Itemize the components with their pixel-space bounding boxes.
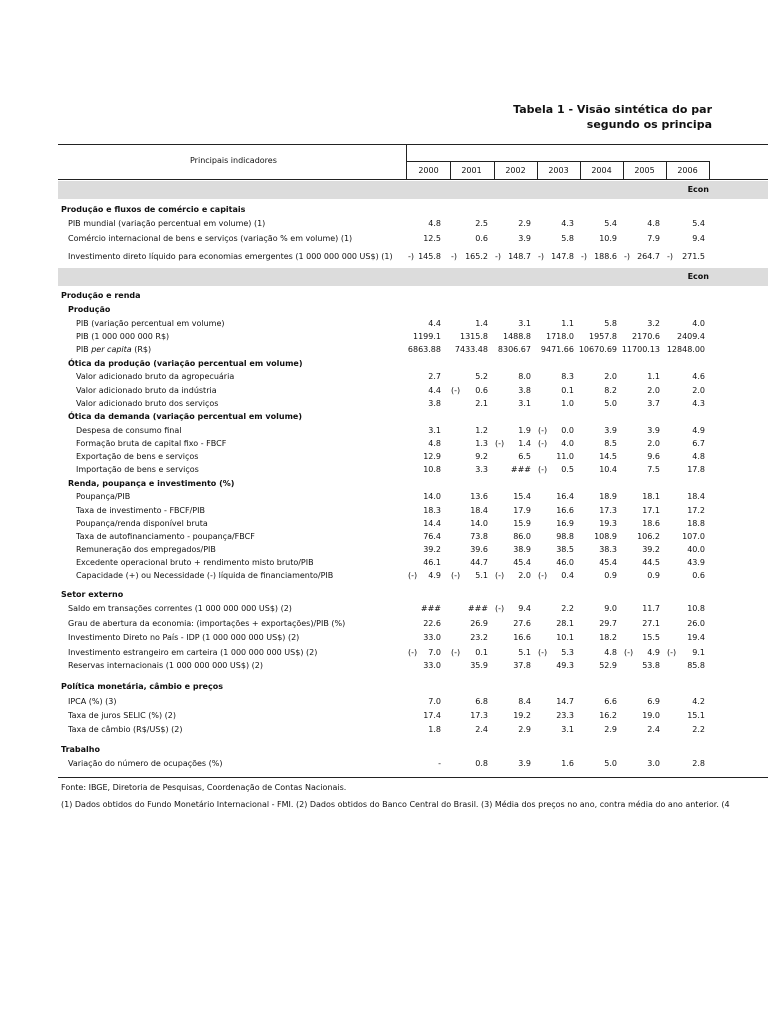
table-cell-2001: ### <box>467 604 488 613</box>
economy-band-2 <box>58 268 768 286</box>
table-cell-2002: 1.9 <box>518 426 531 435</box>
subsection-heading: Produção <box>68 305 111 314</box>
table-cell-2006: 19.4 <box>687 633 705 642</box>
table-cell-2003: 4.0 <box>561 439 574 448</box>
negative-marker: (-) <box>538 426 548 435</box>
table-cell-2003: 0.4 <box>561 571 574 580</box>
table-cell-2004: 29.7 <box>599 619 617 628</box>
table-cell-2000: 4.4 <box>428 386 441 395</box>
table-cell-2003: 4.3 <box>561 219 574 228</box>
table-cell-2006: 4.2 <box>692 697 705 706</box>
table-cell-2001: 35.9 <box>470 661 488 670</box>
row-label: Comércio internacional de bens e serviços (variação % em volume) (1) <box>68 234 353 243</box>
table-cell-2000: 7.0 <box>428 648 441 657</box>
table-cell-2002: 2.9 <box>518 219 531 228</box>
table-cell-2006: 15.1 <box>687 711 705 720</box>
table-cell-2001: 2.5 <box>475 219 488 228</box>
table-cell-2002: 8.4 <box>518 697 531 706</box>
table-title: Tabela 1 - Visão sintética do par <box>513 103 712 116</box>
table-cell-2001: 9.2 <box>475 452 488 461</box>
table-cell-2002: 3.9 <box>518 759 531 768</box>
table-cell-2005: 6.9 <box>647 697 660 706</box>
table-cell-2001: 5.1 <box>475 571 488 580</box>
table-cell-2000: 18.3 <box>423 506 441 515</box>
table-cell-2006: 0.6 <box>692 571 705 580</box>
table-cell-2003: 147.8 <box>551 252 574 261</box>
table-cell-2002: 8306.67 <box>497 345 531 354</box>
row-label: Poupança/PIB <box>76 492 131 501</box>
table-cell-2003: 98.8 <box>556 532 574 541</box>
table-cell-2005: 3.7 <box>647 399 660 408</box>
table-cell-2000: 4.9 <box>428 571 441 580</box>
table-cell-2004: 5.0 <box>604 759 617 768</box>
table-cell-2001: 23.2 <box>470 633 488 642</box>
table-cell-2000: 3.1 <box>428 426 441 435</box>
negative-marker: (-) <box>451 571 461 580</box>
table-cell-2003: 8.3 <box>561 372 574 381</box>
table-cell-2006: 40.0 <box>687 545 705 554</box>
row-label: Importação de bens e serviços <box>76 465 199 474</box>
header-mid-rule <box>406 161 709 162</box>
row-label: Formação bruta de capital fixo - FBCF <box>76 439 227 448</box>
table-cell-2001: 1.2 <box>475 426 488 435</box>
footnotes: (1) Dados obtidos do Fundo Monetário Internacional - FMI. (2) Dados obtidos do Banco Central do Brasil. (3) Média dos preços no ano, contra média do ano anterior. (4 <box>61 800 730 809</box>
negative-marker: (-) <box>538 571 548 580</box>
negative-marker: (-) <box>538 648 548 657</box>
table-cell-2002: 17.9 <box>513 506 531 515</box>
source-note: Fonte: IBGE, Diretoria de Pesquisas, Coordenação de Contas Nacionais. <box>61 783 347 792</box>
table-cell-2006: 85.8 <box>687 661 705 670</box>
table-cell-2002: 19.2 <box>513 711 531 720</box>
negative-marker: (-) <box>624 648 634 657</box>
table-cell-2002: 9.4 <box>518 604 531 613</box>
table-cell-2000: 17.4 <box>423 711 441 720</box>
table-cell-2002: 1.4 <box>518 439 531 448</box>
table-cell-2002: 148.7 <box>508 252 531 261</box>
table-cell-2003: 1718.0 <box>546 332 574 341</box>
row-label-tail: (R$) <box>131 345 152 354</box>
table-cell-2006: 2.2 <box>692 725 705 734</box>
table-cell-2005: 7.5 <box>647 465 660 474</box>
table-cell-2005: 7.9 <box>647 234 660 243</box>
negative-marker: (-) <box>495 571 505 580</box>
table-cell-2006: 271.5 <box>682 252 705 261</box>
table-cell-2000: 22.6 <box>423 619 441 628</box>
table-cell-2003: 16.4 <box>556 492 574 501</box>
negative-marker: (-) <box>451 386 461 395</box>
table-cell-2002: 8.0 <box>518 372 531 381</box>
table-cell-2000: 4.8 <box>428 219 441 228</box>
table-cell-2004: 38.3 <box>599 545 617 554</box>
economy-band-2-label: Econ <box>687 272 709 281</box>
table-cell-2004: 19.3 <box>599 519 617 528</box>
table-cell-2004: 10.4 <box>599 465 617 474</box>
year-divider <box>623 161 624 179</box>
table-cell-2003: 5.8 <box>561 234 574 243</box>
table-cell-2001: 0.8 <box>475 759 488 768</box>
table-cell-2001: 3.3 <box>475 465 488 474</box>
row-label: Taxa de câmbio (R$/US$) (2) <box>68 725 183 734</box>
table-cell-2005: 3.2 <box>647 319 660 328</box>
table-cell-2004: 3.9 <box>604 426 617 435</box>
section-heading: Produção e renda <box>61 291 141 300</box>
row-label: Exportação de bens e serviços <box>76 452 199 461</box>
table-cell-2005: 2.4 <box>647 725 660 734</box>
subsection-heading: Ótica da demanda (variação percentual em volume) <box>68 412 302 421</box>
table-cell-2002: 27.6 <box>513 619 531 628</box>
year-divider <box>666 161 667 179</box>
table-cell-2002: 15.9 <box>513 519 531 528</box>
economy-band-1 <box>58 181 768 199</box>
negative-marker: -) <box>538 252 545 261</box>
table-cell-2001: 0.6 <box>475 234 488 243</box>
table-cell-2000: 2.7 <box>428 372 441 381</box>
table-cell-2005: 2.0 <box>647 386 660 395</box>
table-cell-2001: 1.4 <box>475 319 488 328</box>
table-cell-2001: 17.3 <box>470 711 488 720</box>
year-header-2001: 2001 <box>461 166 482 175</box>
row-label: PIB mundial (variação percentual em volume) (1) <box>68 219 266 228</box>
table-cell-2005: 15.5 <box>642 633 660 642</box>
table-cell-2003: 16.6 <box>556 506 574 515</box>
table-cell-2005: 18.1 <box>642 492 660 501</box>
table-cell-2002: 2.0 <box>518 571 531 580</box>
table-subtitle: segundo os principa <box>586 118 712 131</box>
year-divider <box>494 161 495 179</box>
subsection-heading: Ótica da produção (variação percentual em volume) <box>68 359 303 368</box>
table-cell-2005: 2170.6 <box>632 332 660 341</box>
table-cell-2001: 6.8 <box>475 697 488 706</box>
year-header-2005: 2005 <box>634 166 655 175</box>
table-cell-2000: 14.0 <box>423 492 441 501</box>
table-cell-2000: 1.8 <box>428 725 441 734</box>
section-heading: Produção e fluxos de comércio e capitais <box>61 205 246 214</box>
negative-marker: (-) <box>495 604 505 613</box>
table-cell-2006: 9.1 <box>692 648 705 657</box>
table-cell-2001: 5.2 <box>475 372 488 381</box>
table-cell-2003: 38.5 <box>556 545 574 554</box>
year-header-2006: 2006 <box>677 166 698 175</box>
table-cell-2001: 1315.8 <box>460 332 488 341</box>
table-cell-2001: 44.7 <box>470 558 488 567</box>
table-cell-2003: 11.0 <box>556 452 574 461</box>
table-cell-2002: 2.9 <box>518 725 531 734</box>
negative-marker: -) <box>624 252 631 261</box>
table-cell-2000: 7.0 <box>428 697 441 706</box>
table-cell-2005: 3.0 <box>647 759 660 768</box>
table-cell-2002: 3.1 <box>518 399 531 408</box>
table-cell-2000: 76.4 <box>423 532 441 541</box>
table-cell-2001: 0.1 <box>475 648 488 657</box>
table-cell-2006: 4.6 <box>692 372 705 381</box>
table-cell-2000: 3.8 <box>428 399 441 408</box>
table-cell-2001: 18.4 <box>470 506 488 515</box>
year-header-2004: 2004 <box>591 166 612 175</box>
table-cell-2002: 86.0 <box>513 532 531 541</box>
table-cell-2003: 0.5 <box>561 465 574 474</box>
table-cell-2005: 9.6 <box>647 452 660 461</box>
table-cell-2003: 46.0 <box>556 558 574 567</box>
table-cell-2000: 12.5 <box>423 234 441 243</box>
row-label: Saldo em transações correntes (1 000 000 000 US$) (2) <box>68 604 292 613</box>
table-cell-2002: 38.9 <box>513 545 531 554</box>
row-label-italic: per capita <box>91 345 132 354</box>
row-label: Variação do número de ocupações (%) <box>68 759 223 768</box>
table-cell-2000: 14.4 <box>423 519 441 528</box>
table-cell-2006: 4.3 <box>692 399 705 408</box>
table-cell-2004: 108.9 <box>594 532 617 541</box>
table-cell-2004: 2.9 <box>604 725 617 734</box>
row-label: Reservas internacionais (1 000 000 000 US$) (2) <box>68 661 263 670</box>
table-cell-2000: 33.0 <box>423 633 441 642</box>
table-cell-2005: 44.5 <box>642 558 660 567</box>
year-divider <box>450 161 451 179</box>
table-cell-2005: 27.1 <box>642 619 660 628</box>
table-cell-2005: 19.0 <box>642 711 660 720</box>
table-cell-2005: 39.2 <box>642 545 660 554</box>
row-label: Excedente operacional bruto + rendimento misto bruto/PIB <box>76 558 314 567</box>
table-cell-2001: 7433.48 <box>454 345 488 354</box>
negative-marker: -) <box>495 252 502 261</box>
table-cell-2004: 5.8 <box>604 319 617 328</box>
negative-marker: (-) <box>495 439 505 448</box>
table-cell-2003: 3.1 <box>561 725 574 734</box>
table-cell-2006: 17.8 <box>687 465 705 474</box>
table-cell-2006: 9.4 <box>692 234 705 243</box>
table-cell-2004: 8.5 <box>604 439 617 448</box>
table-cell-2004: 1957.8 <box>589 332 617 341</box>
negative-marker: (-) <box>408 571 418 580</box>
table-cell-2006: 107.0 <box>682 532 705 541</box>
table-cell-2006: 10.8 <box>687 604 705 613</box>
row-label: Taxa de investimento - FBCF/PIB <box>76 506 205 515</box>
table-cell-2006: 4.8 <box>692 452 705 461</box>
table-cell-2003: 9471.66 <box>540 345 574 354</box>
table-cell-2000: ### <box>420 604 441 613</box>
negative-marker: (-) <box>538 465 548 474</box>
table-cell-2004: 14.5 <box>599 452 617 461</box>
table-cell-2000: 6863.88 <box>407 345 441 354</box>
table-cell-2002: 45.4 <box>513 558 531 567</box>
table-cell-2006: 18.8 <box>687 519 705 528</box>
table-cell-2003: 0.0 <box>561 426 574 435</box>
table-cell-2002: 5.1 <box>518 648 531 657</box>
table-cell-2006: 2409.4 <box>677 332 705 341</box>
table-cell-2001: 26.9 <box>470 619 488 628</box>
table-cell-2004: 2.0 <box>604 372 617 381</box>
header-top-rule <box>58 144 768 145</box>
table-cell-2003: 49.3 <box>556 661 574 670</box>
negative-marker: (-) <box>451 648 461 657</box>
table-cell-2005: 2.0 <box>647 439 660 448</box>
table-cell-2005: 53.8 <box>642 661 660 670</box>
table-cell-2006: 17.2 <box>687 506 705 515</box>
table-cell-2005: 4.8 <box>647 219 660 228</box>
table-cell-2004: 0.9 <box>604 571 617 580</box>
table-cell-2005: 1.1 <box>647 372 660 381</box>
table-cell-2006: 2.0 <box>692 386 705 395</box>
table-cell-2002: 3.8 <box>518 386 531 395</box>
row-label: Poupança/renda disponível bruta <box>76 519 208 528</box>
economy-band-1-label: Econ <box>687 185 709 194</box>
table-cell-2000: 12.9 <box>423 452 441 461</box>
section-heading: Política monetária, câmbio e preços <box>61 682 223 691</box>
table-cell-2002: 15.4 <box>513 492 531 501</box>
table-cell-2004: 4.8 <box>604 648 617 657</box>
table-cell-2000: 4.4 <box>428 319 441 328</box>
table-cell-2003: 28.1 <box>556 619 574 628</box>
row-label: Investimento estrangeiro em carteira (1 000 000 000 US$) (2) <box>68 648 318 657</box>
table-cell-2002: 3.1 <box>518 319 531 328</box>
row-label: Investimento Direto no País - IDP (1 000 000 000 US$) (2) <box>68 633 300 642</box>
table-cell-2000: 46.1 <box>423 558 441 567</box>
table-cell-2004: 8.2 <box>604 386 617 395</box>
negative-marker: -) <box>451 252 458 261</box>
table-cell-2003: 1.1 <box>561 319 574 328</box>
table-cell-2004: 45.4 <box>599 558 617 567</box>
table-cell-2003: 0.1 <box>561 386 574 395</box>
table-cell-2004: 6.6 <box>604 697 617 706</box>
table-cell-2002: 37.8 <box>513 661 531 670</box>
year-header-2003: 2003 <box>548 166 569 175</box>
row-label: PIB (variação percentual em volume) <box>76 319 225 328</box>
table-cell-2004: 16.2 <box>599 711 617 720</box>
table-cell-2005: 17.1 <box>642 506 660 515</box>
row-label: Valor adicionado bruto da indústria <box>76 386 217 395</box>
row-label: Taxa de juros SELIC (%) (2) <box>68 711 176 720</box>
table-cell-2003: 14.7 <box>556 697 574 706</box>
table-cell-2005: 4.9 <box>647 648 660 657</box>
table-cell-2000: - <box>438 759 441 768</box>
table-cell-2003: 10.1 <box>556 633 574 642</box>
table-cell-2000: 39.2 <box>423 545 441 554</box>
year-header-2000: 2000 <box>418 166 439 175</box>
subsection-heading: Renda, poupança e investimento (%) <box>68 479 235 488</box>
row-label: IPCA (%) (3) <box>68 697 117 706</box>
row-label <box>76 345 151 354</box>
negative-marker: (-) <box>538 439 548 448</box>
table-cell-2003: 1.0 <box>561 399 574 408</box>
header-bottom-rule <box>58 179 768 180</box>
table-cell-2005: 18.6 <box>642 519 660 528</box>
row-label: Valor adicionado bruto dos serviços <box>76 399 219 408</box>
table-cell-2001: 73.8 <box>470 532 488 541</box>
table-cell-2001: 0.6 <box>475 386 488 395</box>
row-label: Despesa de consumo final <box>76 426 182 435</box>
row-label: PIB (1 000 000 000 R$) <box>76 332 170 341</box>
table-cell-2005: 0.9 <box>647 571 660 580</box>
table-cell-2005: 106.2 <box>637 532 660 541</box>
table-cell-2003: 23.3 <box>556 711 574 720</box>
table-cell-2000: 145.8 <box>418 252 441 261</box>
table-cell-2004: 5.0 <box>604 399 617 408</box>
row-label: Taxa de autofinanciamento - poupança/FBCF <box>76 532 255 541</box>
table-cell-2006: 26.0 <box>687 619 705 628</box>
section-heading: Setor externo <box>61 590 124 599</box>
row-label: Valor adicionado bruto da agropecuária <box>76 372 235 381</box>
table-cell-2005: 11.7 <box>642 604 660 613</box>
table-cell-2001: 1.3 <box>475 439 488 448</box>
table-cell-2000: 10.8 <box>423 465 441 474</box>
table-cell-2003: 2.2 <box>561 604 574 613</box>
table-cell-2002: ### <box>510 465 531 474</box>
table-cell-2005: 3.9 <box>647 426 660 435</box>
table-cell-2006: 5.4 <box>692 219 705 228</box>
table-cell-2004: 9.0 <box>604 604 617 613</box>
table-cell-2004: 18.9 <box>599 492 617 501</box>
table-cell-2006: 4.9 <box>692 426 705 435</box>
row-label: Grau de abertura da economia: (importações + exportações)/PIB (%) <box>68 619 346 628</box>
row-label: Investimento direto líquido para economias emergentes (1 000 000 000 US$) (1) <box>68 252 393 261</box>
table-cell-2002: 1488.8 <box>503 332 531 341</box>
negative-marker: -) <box>408 252 415 261</box>
table-cell-2006: 12848.00 <box>666 345 705 354</box>
table-cell-2004: 5.4 <box>604 219 617 228</box>
table-cell-2006: 4.0 <box>692 319 705 328</box>
table-cell-2002: 3.9 <box>518 234 531 243</box>
table-cell-2004: 52.9 <box>599 661 617 670</box>
negative-marker: (-) <box>408 648 418 657</box>
table-cell-2006: 18.4 <box>687 492 705 501</box>
table-cell-2004: 17.3 <box>599 506 617 515</box>
table-cell-2005: 264.7 <box>637 252 660 261</box>
table-cell-2001: 2.4 <box>475 725 488 734</box>
table-cell-2001: 14.0 <box>470 519 488 528</box>
negative-marker: (-) <box>667 648 677 657</box>
table-cell-2004: 18.2 <box>599 633 617 642</box>
table-cell-2000: 4.8 <box>428 439 441 448</box>
table-cell-2001: 165.2 <box>465 252 488 261</box>
negative-marker: -) <box>581 252 588 261</box>
table-cell-2006: 6.7 <box>692 439 705 448</box>
table-cell-2001: 13.6 <box>470 492 488 501</box>
year-divider <box>580 161 581 179</box>
year-header-2002: 2002 <box>505 166 526 175</box>
table-cell-2002: 16.6 <box>513 633 531 642</box>
table-cell-2001: 39.6 <box>470 545 488 554</box>
indicators-header: Principais indicadores <box>190 156 277 165</box>
header-divider-right <box>709 161 710 179</box>
section-heading: Trabalho <box>61 745 100 754</box>
table-cell-2003: 5.3 <box>561 648 574 657</box>
table-cell-2001: 2.1 <box>475 399 488 408</box>
table-cell-2004: 188.6 <box>594 252 617 261</box>
table-cell-2005: 11700.13 <box>621 345 660 354</box>
table-cell-2004: 10670.69 <box>578 345 617 354</box>
footer-rule <box>58 777 768 778</box>
table-cell-2003: 1.6 <box>561 759 574 768</box>
table-cell-2006: 2.8 <box>692 759 705 768</box>
negative-marker: -) <box>667 252 674 261</box>
row-label: Capacidade (+) ou Necessidade (-) líquida de financiamento/PIB <box>76 571 334 580</box>
table-cell-2004: 10.9 <box>599 234 617 243</box>
table-cell-2002: 6.5 <box>518 452 531 461</box>
row-label: Remuneração dos empregados/PIB <box>76 545 216 554</box>
row-label-part: PIB <box>76 345 92 354</box>
table-cell-2003: 16.9 <box>556 519 574 528</box>
table-cell-2006: 43.9 <box>687 558 705 567</box>
table-cell-2000: 33.0 <box>423 661 441 670</box>
table-cell-2000: 1199.1 <box>413 332 441 341</box>
year-divider <box>537 161 538 179</box>
